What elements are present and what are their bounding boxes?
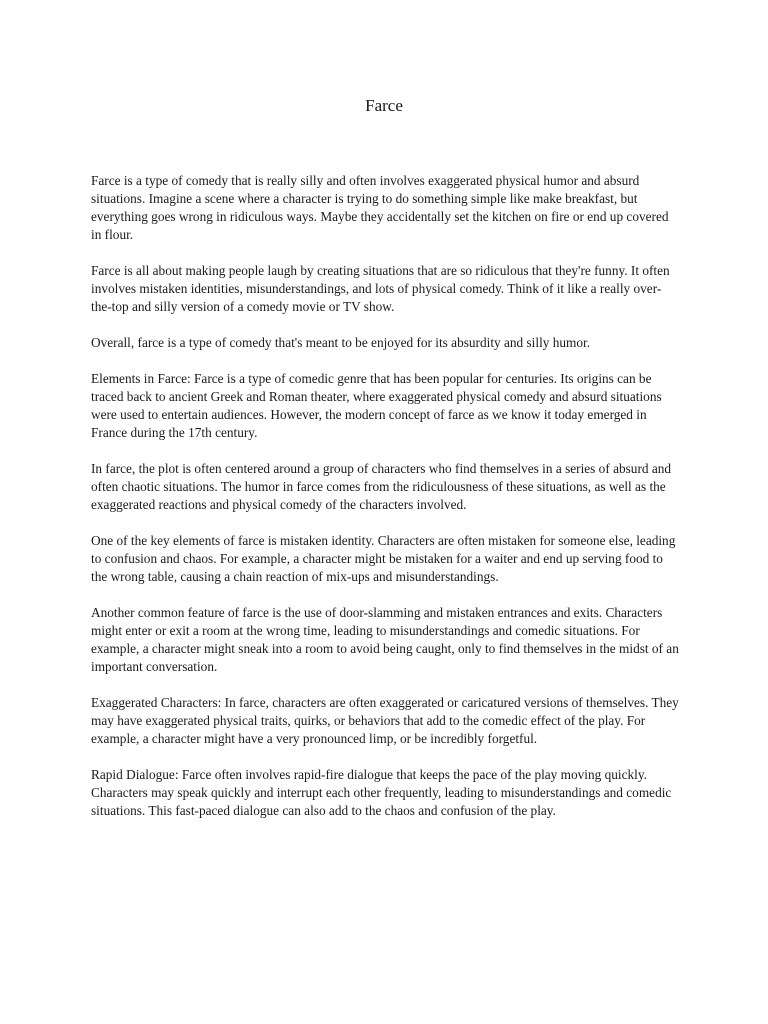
paragraph-plot: In farce, the plot is often centered around a group of characters who find themselves in a series of absurd and often chaotic situations. The humor in farce comes from the ridiculousness of these situations, as well as the exaggerated reactions and physical comedy of the characters involved.	[91, 461, 672, 512]
paragraph-intro: Farce is a type of comedy that is really silly and often involves exaggerated physical humor and absurd situations. Imagine a scene where a character is trying to do something simple like make breakfast, but everything goes wrong in ridiculous ways. Maybe they accidentally set the kitchen on fire or end up covered in flour.	[91, 173, 669, 242]
paragraph-laughter: Farce is all about making people laugh by creating situations that are so ridiculous that they're funny. It often involves mistaken identities, misunderstandings, and lots of physical comedy. Think of it like a really over-the-top and silly version of a comedy movie or TV show.	[91, 263, 670, 314]
document-body	[91, 172, 681, 838]
page-title: Farce	[365, 96, 403, 115]
paragraph-door-slamming: Another common feature of farce is the use of door-slamming and mistaken entrances and exits. Characters might enter or exit a room at the wrong time, leading to misunderstandings and comedic situations. For example, a character might sneak into a room to avoid being caught, only to find themselves in the midst of an important conversation.	[91, 605, 679, 674]
paragraph-mistaken-identity: One of the key elements of farce is mistaken identity. Characters are often mistaken for someone else, leading to confusion and chaos. For example, a character might be mistaken for a waiter and end up serving food to the wrong table, causing a chain reaction of mix-ups and misunderstandings.	[91, 533, 676, 584]
paragraph-rapid-dialogue: Rapid Dialogue: Farce often involves rapid-fire dialogue that keeps the pace of the play moving quickly. Characters may speak quickly and interrupt each other frequently, leading to misunderstandings and comedic situations. This fast-paced dialogue can also add to the chaos and confusion of the play.	[91, 767, 672, 818]
paragraph-elements: Elements in Farce: Farce is a type of comedic genre that has been popular for centuries. Its origins can be traced back to ancient Greek and Roman theater, where exaggerated physical comedy and absurd situations were used to entertain audiences. However, the modern concept of farce as we know it today emerged in France during the 17th century.	[91, 371, 662, 440]
paragraph-exaggerated-characters: Exaggerated Characters: In farce, characters are often exaggerated or caricatured versions of themselves. They may have exaggerated physical traits, quirks, or behaviors that add to the comedic effect of the play. For example, a character might have a very pronounced limp, or be incredibly forgetful.	[91, 695, 679, 746]
paragraph-overall: Overall, farce is a type of comedy that's meant to be enjoyed for its absurdity and silly humor.	[91, 335, 591, 350]
